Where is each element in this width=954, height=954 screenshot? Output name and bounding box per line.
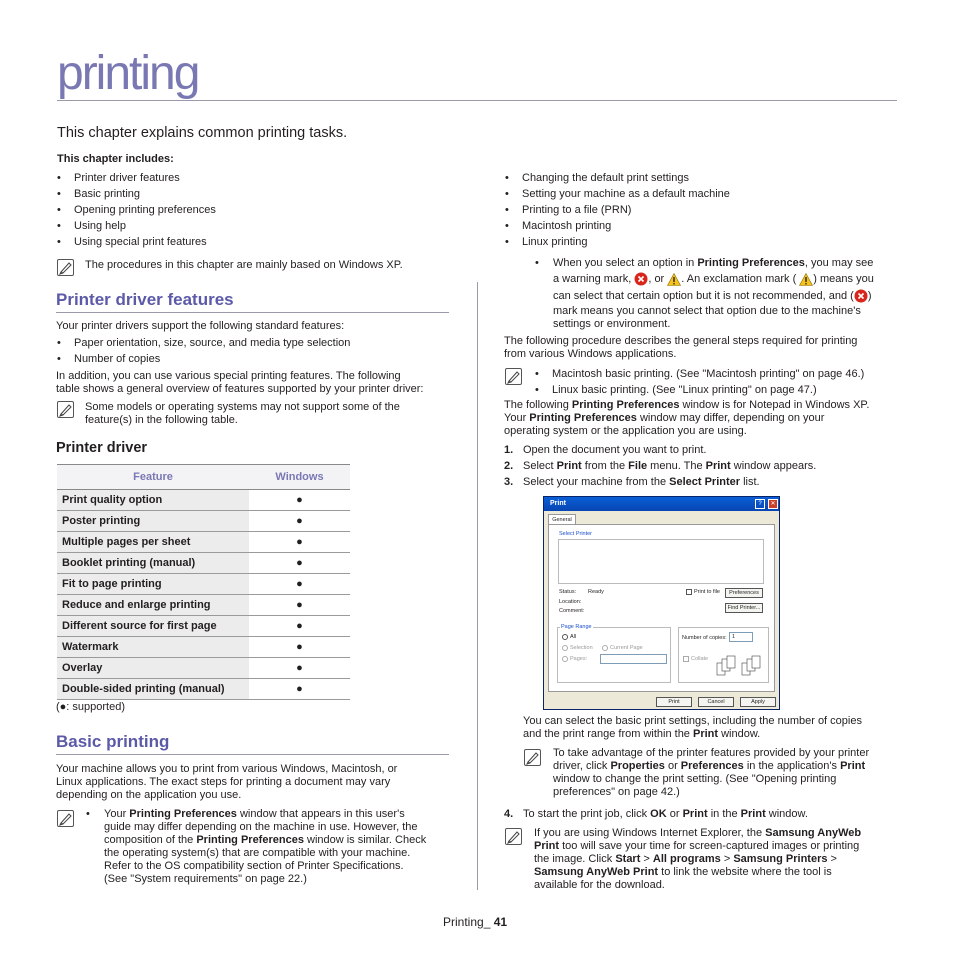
support-cell: ● xyxy=(249,511,350,532)
pages-input[interactable] xyxy=(600,654,667,664)
list-item: • Using special print features xyxy=(57,234,216,250)
status-value: Ready xyxy=(588,589,604,595)
driver-intro: Your printer drivers support the following standard features: xyxy=(56,320,345,332)
note-icon xyxy=(57,810,74,827)
support-cell: ● xyxy=(249,553,350,574)
basic-para-line: Linux applications. The exact steps for printing a document may vary xyxy=(56,776,391,788)
feature-table xyxy=(57,464,350,700)
note-line: Your Printing Preferences window that appears in this user's xyxy=(104,808,405,820)
table-row xyxy=(57,595,350,616)
comment-label: Comment: xyxy=(559,608,585,614)
note-icon xyxy=(524,749,541,766)
column-header-feature: Feature xyxy=(57,465,249,490)
table-row xyxy=(57,490,350,511)
list-item: • Macintosh basic printing. (See "Macintosh printing" on page 46.) xyxy=(535,366,864,382)
page-number: 41 xyxy=(493,915,508,929)
includes-list-left xyxy=(57,170,216,250)
support-cell: ● xyxy=(249,658,350,679)
table-legend: (●: supported) xyxy=(56,701,126,713)
section-rule xyxy=(56,312,449,313)
driver-para-line: table shows a general overview of features supported by your printer driver: xyxy=(56,383,424,395)
page-footer xyxy=(443,915,507,929)
list-item: • Number of copies xyxy=(57,351,350,367)
table-row xyxy=(57,574,350,595)
includes-list-right xyxy=(505,170,730,250)
note-icon xyxy=(57,259,74,276)
list-item: • Basic printing xyxy=(57,186,216,202)
note-icon xyxy=(505,828,522,845)
feature-cell: Print quality option xyxy=(57,490,249,511)
location-label: Location: xyxy=(559,599,582,605)
tab-general[interactable]: General xyxy=(548,514,576,525)
step-item: 2. Select Print from the File menu. The Print window appears. xyxy=(504,460,817,472)
column-divider xyxy=(477,282,478,890)
support-cell: ● xyxy=(249,595,350,616)
driver-bullets xyxy=(57,335,350,367)
list-item: • Printing to a file (PRN) xyxy=(505,202,730,218)
column-header-windows: Windows xyxy=(249,465,350,490)
note-text: Some models or operating systems may not support some of the xyxy=(85,401,400,413)
help-button[interactable]: ? xyxy=(755,499,765,509)
basic-para-line: depending on the application you use. xyxy=(56,789,242,801)
table-row xyxy=(57,679,350,700)
print-dialog xyxy=(543,496,780,710)
step-item: 1. Open the document you want to print. xyxy=(504,444,707,456)
selection-label: Selection xyxy=(570,645,593,651)
current-page-radio[interactable] xyxy=(602,645,608,651)
basic-para-line: Your machine allows you to print from various Windows, Macintosh, or xyxy=(56,763,398,775)
preferences-button[interactable]: Preferences xyxy=(725,588,763,598)
close-button[interactable]: ✕ xyxy=(768,499,778,509)
section-rule xyxy=(56,754,449,755)
table-row xyxy=(57,658,350,679)
collate-pages-icon xyxy=(716,655,766,677)
page-range-label: Page Range xyxy=(561,624,592,630)
procedure-line: The following procedure describes the general steps required for printing xyxy=(504,335,858,347)
list-item: • Paper orientation, size, source, and media type selection xyxy=(57,335,350,351)
warning-exclamation-icon xyxy=(667,273,681,286)
collate-label: Collate xyxy=(691,656,709,662)
copies-label: Number of copies: xyxy=(682,635,727,641)
collate-checkbox[interactable] xyxy=(683,656,689,662)
note-text: The procedures in this chapter are mainly based on Windows XP. xyxy=(85,259,403,271)
printer-list[interactable] xyxy=(558,539,764,584)
table-row xyxy=(57,532,350,553)
list-item: • Linux printing xyxy=(505,234,730,250)
footer-label: Printing_ xyxy=(443,915,491,929)
error-x-icon xyxy=(634,272,648,286)
dialog-title: Print xyxy=(550,500,566,507)
find-printer-button[interactable]: Find Printer... xyxy=(725,603,763,613)
note-line: the operating system(s) that are compatible with your machine. xyxy=(104,847,411,859)
cancel-button[interactable]: Cancel xyxy=(698,697,734,707)
support-cell: ● xyxy=(249,574,350,595)
list-item: • Linux basic printing. (See "Linux printing" on page 47.) xyxy=(535,382,864,398)
print-to-file-label: Print to file xyxy=(694,589,720,595)
status-label: Status: xyxy=(559,589,577,595)
notepad-para: The following Printing Preferences window is for Notepad in Windows XP. Your Printing Preferences window may differ, depending on your operating system or the application you are using. xyxy=(504,399,870,437)
feature-cell: Watermark xyxy=(57,637,249,658)
chapter-intro: This chapter explains common printing tasks. xyxy=(57,125,348,141)
after-dialog-para: You can select the basic print settings, including the number of copies and the print range from within the Print window. xyxy=(523,715,862,740)
includes-label: This chapter includes: xyxy=(57,153,174,165)
section-heading-basic-printing: Basic printing xyxy=(56,732,170,751)
table-row xyxy=(57,553,350,574)
select-printer-label: Select Printer xyxy=(559,531,593,537)
subheading-printer-driver: Printer driver xyxy=(56,440,148,456)
table-row xyxy=(57,616,350,637)
preferences-note: When you select an option in Printing Preferences, you may see a warning mark, , or . An exclamation mark ( ) means you can select that certain option but it is not recommended, and ( ) mark means you cannot select that option due to the machine's settings or environment. xyxy=(553,257,874,330)
all-label: All xyxy=(570,634,577,640)
copies-input[interactable]: 1 xyxy=(729,632,753,642)
tip-note: To take advantage of the printer features provided by your printer driver, click Properties or Preferences in the application's Print window to change the print setting. (See "Opening printing preferences" on page 42.) xyxy=(553,747,870,798)
support-cell: ● xyxy=(249,532,350,553)
apply-button[interactable]: Apply xyxy=(740,697,776,707)
page-title: printing xyxy=(57,47,199,100)
feature-cell: Multiple pages per sheet xyxy=(57,532,249,553)
step-4 xyxy=(504,806,808,822)
print-button[interactable]: Print xyxy=(656,697,692,707)
list-item: • Macintosh printing xyxy=(505,218,730,234)
list-item: • Using help xyxy=(57,218,216,234)
support-cell: ● xyxy=(249,637,350,658)
selection-radio[interactable] xyxy=(562,645,568,651)
feature-cell: Double-sided printing (manual) xyxy=(57,679,249,700)
current-page-label: Current Page xyxy=(610,645,643,651)
note-line: guide may differ depending on the machine in use. However, the xyxy=(104,821,418,833)
driver-para-line: In addition, you can use various special printing features. The following xyxy=(56,370,401,382)
print-to-file-checkbox[interactable] xyxy=(686,589,692,595)
all-radio[interactable] xyxy=(562,634,568,640)
table-row xyxy=(57,511,350,532)
feature-cell: Reduce and enlarge printing xyxy=(57,595,249,616)
list-item: • Printer driver features xyxy=(57,170,216,186)
anyweb-note: If you are using Windows Internet Explorer, the Samsung AnyWeb Print too will save your time for screen-captured images or printing the image. Click Start > All programs > Samsung Printers > Samsung AnyWeb Print to link the website where the tool is available for the download. xyxy=(534,827,862,891)
step-item: 4. To start the print job, click OK or Print in the Print window. xyxy=(504,808,808,820)
list-item: • Opening printing preferences xyxy=(57,202,216,218)
warning-exclamation-icon xyxy=(799,273,813,286)
list-item: • Changing the default print settings xyxy=(505,170,730,186)
note-text: feature(s) in the following table. xyxy=(85,414,238,426)
note-line: (See "System requirements" on page 22.) xyxy=(104,873,307,885)
support-cell: ● xyxy=(249,616,350,637)
step-item: 3. Select your machine from the Select Printer list. xyxy=(504,476,760,488)
section-heading-driver-features: Printer driver features xyxy=(56,290,234,309)
feature-cell: Booklet printing (manual) xyxy=(57,553,249,574)
pages-radio[interactable] xyxy=(562,656,568,662)
note-icon xyxy=(57,401,74,418)
procedure-line: from various Windows applications. xyxy=(504,348,677,360)
support-cell: ● xyxy=(249,679,350,700)
os-notes xyxy=(535,366,864,398)
basic-note xyxy=(104,808,426,886)
note-icon xyxy=(505,368,522,385)
steps-list xyxy=(504,442,816,490)
note-line: composition of the Printing Preferences window is similar. Check xyxy=(104,834,427,846)
dialog-titlebar xyxy=(544,497,779,511)
feature-cell: Fit to page printing xyxy=(57,574,249,595)
pages-label: Pages: xyxy=(570,656,588,662)
feature-cell: Different source for first page xyxy=(57,616,249,637)
table-row xyxy=(57,637,350,658)
list-item: • Setting your machine as a default machine xyxy=(505,186,730,202)
support-cell: ● xyxy=(249,490,350,511)
feature-cell: Poster printing xyxy=(57,511,249,532)
feature-cell: Overlay xyxy=(57,658,249,679)
error-x-icon xyxy=(854,289,868,303)
note-line: Refer to the OS compatibility section of Printer Specifications. xyxy=(104,860,404,872)
title-rule xyxy=(57,100,897,101)
